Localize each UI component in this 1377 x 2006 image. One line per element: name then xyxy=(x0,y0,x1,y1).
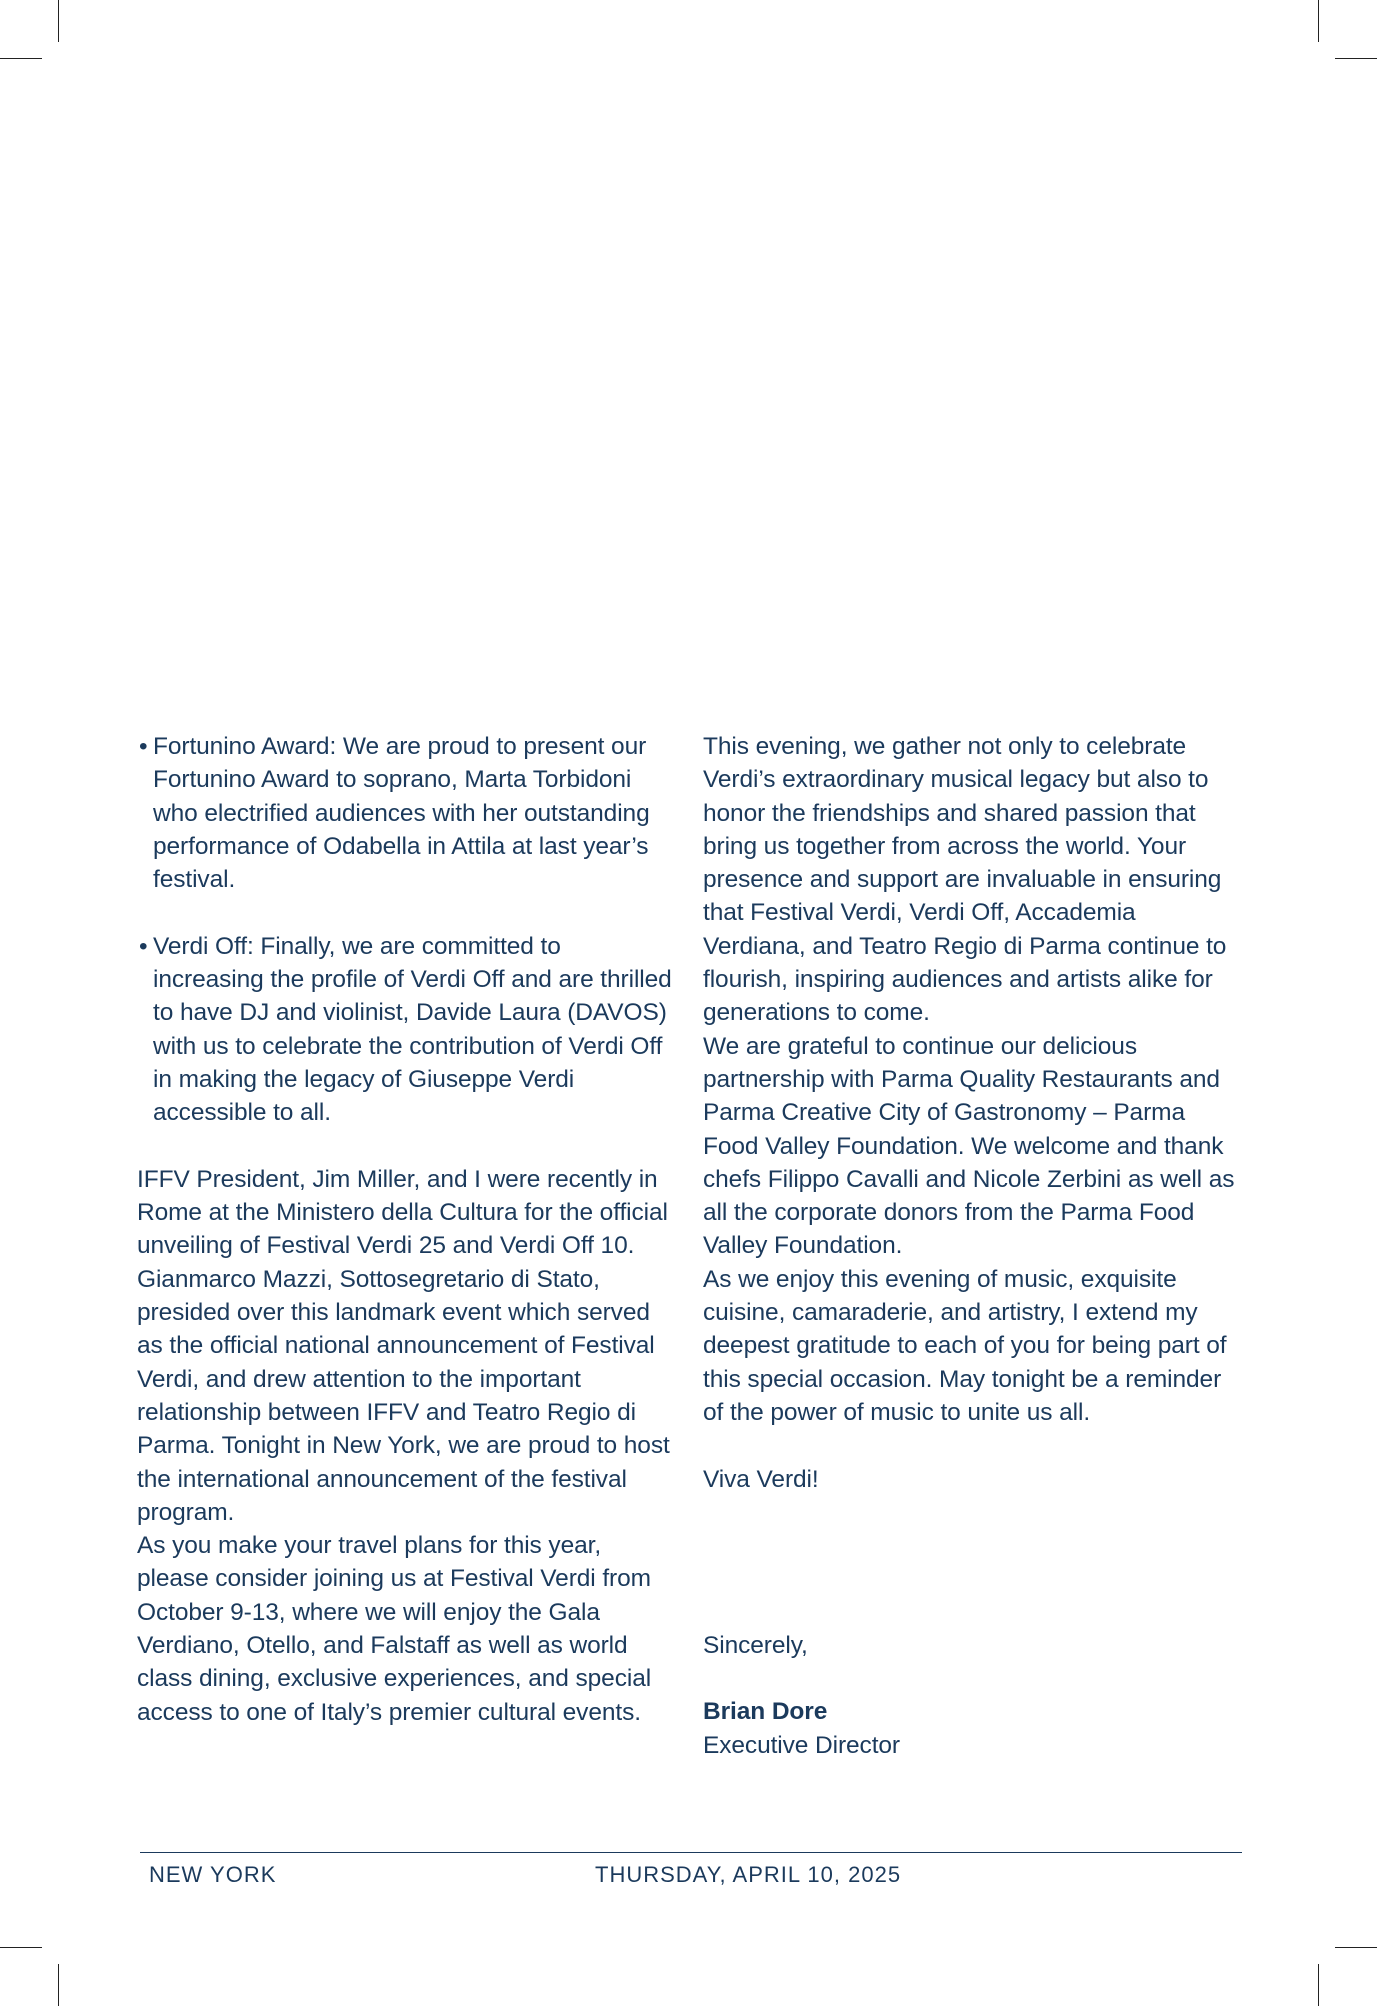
closing-line: Viva Verdi! xyxy=(703,1465,819,1493)
footer-location: NEW YORK xyxy=(149,1862,277,1887)
crop-mark-bottom-right-vertical xyxy=(1318,1964,1319,2006)
bullet-marker: • xyxy=(139,733,148,760)
signer-name: Brian Dore xyxy=(703,1698,828,1726)
bullet-text: Fortunino Award: We are proud to present our Fortunino Award to soprano, Marta Torbidoni who electrified audiences with her outstanding performance of Odabella in Attila at last year’s festival. xyxy=(153,733,650,894)
bullet-fortunino-award xyxy=(137,730,677,896)
bullet-marker: • xyxy=(139,932,148,960)
paragraph-rome-unveiling: IFFV President, Jim Miller, and I were recently in Rome at the Ministero della Cultura for the official unveiling of Festival Verdi 25 and Verdi Off 10. Gianmarco Mazzi, Sottosegretario di Stato, presided over this landmark event which served as the official national announcement of Festival Verdi, and drew attention to the important relationship between IFFV and Teatro Regio di Parma. Tonight in New York, we are proud to host the international announcement of the festival program. xyxy=(137,1165,670,1526)
signer-title: Executive Director xyxy=(703,1731,900,1759)
left-column xyxy=(137,730,677,1729)
bullet-text: Verdi Off: Finally, we are committed to increasing the profile of Verdi Off and are thrilled to have DJ and violinist, Davide Laura (DAVOS) with us to celebrate the contribution of Verdi Off in making the legacy of Giuseppe Verdi accessible to all. xyxy=(153,932,672,1127)
crop-mark-bottom-right-horizontal xyxy=(1335,1947,1377,1948)
footer-divider xyxy=(140,1852,1242,1853)
crop-mark-bottom-left-horizontal xyxy=(0,1947,42,1948)
paragraph-gratitude: As we enjoy this evening of music, exquisite cuisine, camaraderie, and artistry, I extend my deepest gratitude to each of you for being part of this special occasion. May tonight be a reminder of the power of music to unite us all. xyxy=(703,1265,1227,1426)
right-column xyxy=(703,730,1243,1762)
paragraph-travel-plans: As you make your travel plans for this year, please consider joining us at Festival Verdi from October 9-13, where we will enjoy the Gala Verdiano, Otello, and Falstaff as well as world class dining, exclusive experiences, and special access to one of Italy’s premier cultural events. xyxy=(137,1532,652,1726)
footer-date: THURSDAY, APRIL 10, 2025 xyxy=(595,1862,902,1887)
paragraph-partnership: We are grateful to continue our delicious partnership with Parma Quality Restaurants and Parma Creative City of Gastronomy – Parma Food Valley Foundation. We welcome and thank chefs Filippo Cavalli and Nicole Zerbini as well as all the corporate donors from the Parma Food Valley Foundation. xyxy=(703,1032,1235,1260)
crop-mark-top-left-vertical xyxy=(58,0,59,42)
crop-mark-top-left-horizontal xyxy=(0,58,42,59)
signoff: Sincerely, xyxy=(703,1631,808,1659)
crop-mark-top-right-vertical xyxy=(1318,0,1319,42)
crop-mark-top-right-horizontal xyxy=(1335,58,1377,59)
bullet-verdi-off xyxy=(137,930,677,1130)
paragraph-evening-celebration: This evening, we gather not only to celebrate Verdi’s extraordinary musical legacy but also to honor the friendships and shared passion that bring us together from across the world. Your presence and support are invaluable in ensuring that Festival Verdi, Verdi Off, Accademia Verdiana, and Teatro Regio di Parma continue to flourish, inspiring audiences and artists alike for generations to come. xyxy=(703,733,1227,1027)
crop-mark-bottom-left-vertical xyxy=(58,1964,59,2006)
